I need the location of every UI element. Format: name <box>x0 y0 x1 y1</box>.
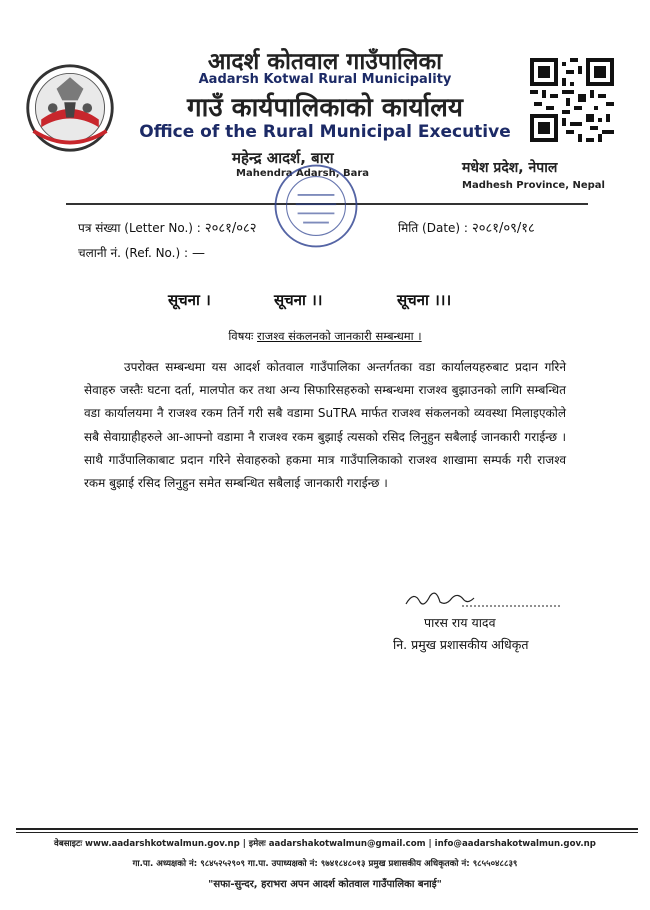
signatory-name: पारस राय यादव <box>424 615 496 630</box>
location-english: Mahendra Adarsh, Bara <box>236 168 370 179</box>
office-name-nepali: गाउँ कार्यपालिकाको कार्यालय <box>187 93 463 123</box>
footer-divider-thin <box>16 832 638 833</box>
notice-body: उपरोक्त सम्बन्धमा यस आदर्श कोतवाल गाउँपालिका अन्तर्गतका वडा कार्यालयहरुबाट प्रदान गरिने सेवाहरु जस्तैः घटना दर्ता, मालपोत कर तथा अन्य सिफारिसहरुको सम्बन्धमा राजश्व बुझाउनको लागि सम्बन्धित वडा कार्यालयमा नै राजश्व रकम तिर्ने गरी सबै वडामा SuTRA मार्फत राजश्व संकलनको व्यवस्था मिलाइएकोले सबै सेवाग्राहीहरुले आ-आफ्नो वडामा नै राजश्व रकम बुझाई त्यसको रसिद लिनुहुन सबैलाई जानकारी गराईन्छ । साथै गाउँपालिकाबाट प्रदान गरिने सेवाहरुको हकमा मात्र गाउँपालिकाको राजश्व शाखामा सम्पर्क गरी राजश्व रकम बुझाई रसिद लिनुहुन समेत सम्बन्धित सबैलाई जानकारी गराईन्छ । <box>84 360 566 491</box>
footer-phone-line: गा.पा. अध्यक्षको नं: ९८४५२५२९०९ गा.पा. उपाध्यक्षको नं: ९७४१८४८०१३ प्रमुख प्रशासकीय अधिकृतको नं: ९८५५०४८८३९ <box>132 859 518 869</box>
signatory-title: नि. प्रमुख प्रशासकीय अधिकृत <box>393 637 529 652</box>
notice-word-3: सूचना ।।। <box>397 291 452 309</box>
notice-word-1: सूचना । <box>168 291 211 309</box>
footer-slogan: "सफा-सुन्दर, हराभरा अपन आदर्श कोतवाल गाउँपालिका बनाई" <box>208 879 442 890</box>
municipality-name-english: Aadarsh Kotwal Rural Municipality <box>198 72 452 87</box>
date-value: २०८१/०९/१८ <box>471 221 535 236</box>
subject-line <box>0 329 650 344</box>
letter-number <box>78 218 257 236</box>
footer-divider <box>16 828 638 830</box>
municipality-name-nepali: आदर्श कोतवाल गाउँपालिका <box>207 49 443 75</box>
office-stamp-icon <box>270 160 362 252</box>
reference-number <box>78 244 205 261</box>
location-nepali: महेन्द्र आदर्श, बारा <box>232 149 334 167</box>
letter-number-value: २०८१/०८२ <box>204 221 257 236</box>
office-name-english: Office of the Rural Municipal Executive <box>139 122 511 142</box>
letter-number-label: पत्र संख्या (Letter No.) : <box>78 221 201 235</box>
reference-number-value: — <box>192 246 206 261</box>
handwritten-signature-icon <box>402 586 562 612</box>
letter-date <box>398 218 535 236</box>
province-nepali: मधेश प्रदेश, नेपाल <box>462 160 558 176</box>
subject-label: विषयः <box>228 329 254 343</box>
province-english: Madhesh Province, Nepal <box>462 180 605 191</box>
reference-number-label: चलानी नं. (Ref. No.) : <box>78 246 189 260</box>
notice-word-2: सूचना ।। <box>274 291 323 309</box>
footer-contact-line: वेबसाइटः www.aadarshkotwalmun.gov.np | इमेलः aadarshakotwalmun@gmail.com | info@aadarshakotwalmun.gov.np <box>54 839 596 849</box>
subject-text: राजश्व संकलनको जानकारी सम्बन्धमा । <box>257 329 422 343</box>
date-label: मिति (Date) : <box>398 221 468 235</box>
